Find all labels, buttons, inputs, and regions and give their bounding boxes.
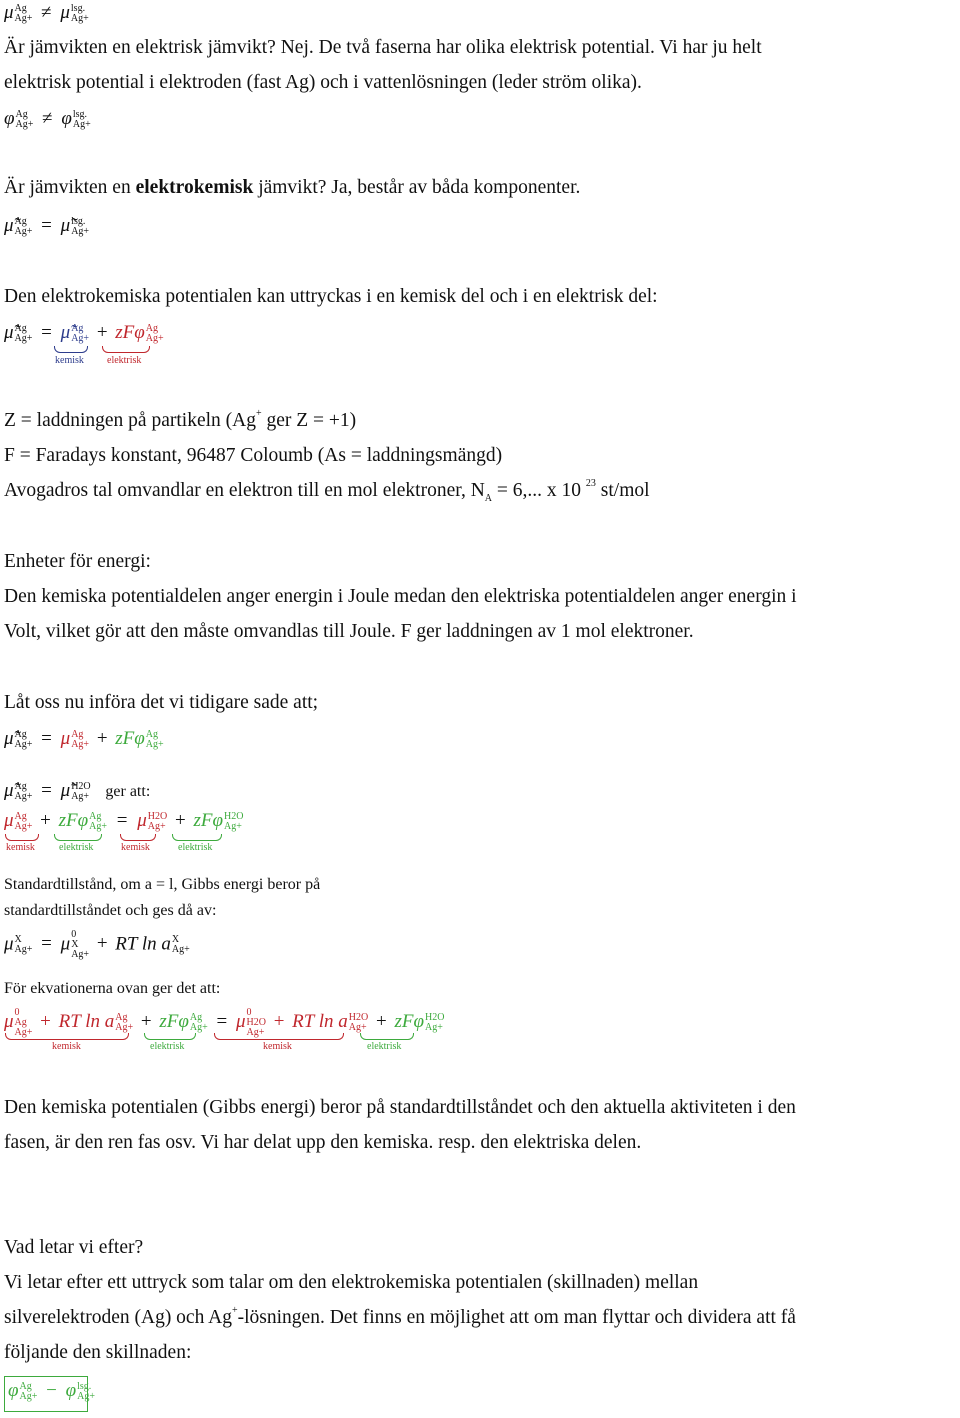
brace-kemisk-1 [54, 346, 88, 353]
text-p5: Z = laddningen på partikeln (Ag+ ger Z = +1) [4, 408, 357, 431]
eq-intro: μ̃ Ag Ag+ = μ Ag Ag+ + zFφ Ag Ag+ [4, 728, 164, 750]
brace-kemisk-3 [120, 834, 156, 841]
label-kemisk-1: kemisk [55, 355, 84, 366]
brace-elektrisk-3 [172, 834, 222, 841]
brace-kemisk-2 [5, 834, 39, 841]
brace-kemisk-5 [214, 1033, 344, 1040]
text-ekv: För ekvationerna ovan ger det att: [4, 980, 221, 997]
text-p12: Den kemiska potentialen (Gibbs energi) beror på standardtillståndet och den aktuella aktiviteten i den [4, 1097, 796, 1118]
eq-standard-state: μ X Ag+ = μ 0 X Ag+ + RT ln a X Ag+ [4, 929, 190, 960]
label-elektrisk-4: elektrisk [150, 1041, 185, 1052]
label-kemisk-5: kemisk [263, 1041, 292, 1052]
eq-decomposition: μ̃ Ag Ag+ = μ̃ Ag Ag+ + zFφ Ag Ag+ [4, 322, 164, 344]
label-kemisk-4: kemisk [52, 1041, 81, 1052]
text-p3: Är jämvikten en elektrokemisk jämvikt? Ja, består av båda komponenter. [4, 177, 581, 198]
brace-elektrisk-5 [360, 1033, 414, 1040]
text-p13: fasen, är den ren fas osv. Vi har delat upp den kemiska. resp. den elektriska delen. [4, 1132, 642, 1153]
text-p4: Den elektrokemiska potentialen kan uttryckas i en kemisk del och i en elektrisk del: [4, 286, 658, 307]
text-p16: silverelektroden (Ag) och Ag+-lösningen. Det finns en möjlighet att om man flyttar och dividera att få [4, 1305, 796, 1328]
label-elektrisk-5: elektrisk [367, 1041, 402, 1052]
text-std1: Standardtillstånd, om a = l, Gibbs energi beror på [4, 876, 321, 893]
brace-elektrisk-2 [54, 834, 102, 841]
text-p9: Den kemiska potentialdelen anger energin i Joule medan den elektriska potentialdelen anger energin i [4, 586, 797, 607]
text-p14: Vad letar vi efter? [4, 1237, 144, 1258]
label-kemisk-2: kemisk [6, 842, 35, 853]
text-p6: F = Faradays konstant, 96487 Coloumb (As = laddningsmängd) [4, 445, 503, 466]
text-p1: Är jämvikten en elektrisk jämvikt? Nej. De två faserna har olika elektrisk potential. Vi har ju helt [4, 37, 762, 58]
label-kemisk-3: kemisk [121, 842, 150, 853]
text-p8: Enheter för energi: [4, 551, 151, 572]
text-p7: Avogadros tal omvandlar en elektron till en mol elektroner, $N_A = 6$,... x 10 $^{23}$ st/mol [4, 478, 650, 504]
eq-mut-eq: μ̃ Ag Ag+ = μ̃ lsg. Ag+ [4, 215, 90, 237]
brace-kemisk-4 [5, 1033, 129, 1040]
text-p15: Vi letar efter ett uttryck som talar om den elektrokemiska potentialen (skillnaden) mellan [4, 1272, 699, 1293]
label-elektrisk-1: elektrisk [107, 355, 142, 366]
text-p11: Låt oss nu införa det vi tidigare sade att; [4, 692, 319, 713]
eq-mu-neq: μ Ag Ag+ ≠ μ lsg. Ag+ [4, 2, 89, 24]
brace-elektrisk-4 [144, 1033, 196, 1040]
eq-phi-neq: φ Ag Ag+ ≠ φ lsg. Ag+ [4, 108, 91, 130]
eq-expanded: μ Ag Ag+ + zFφ Ag Ag+ = μ H2O Ag+ + zFφ H2O Ag+ [4, 810, 244, 832]
text-p10: Volt, vilket gör att den måste omvandlas till Joule. F ger laddningen av 1 mol elektroner. [4, 621, 694, 642]
eq-final: μ 0 Ag Ag+ + RT ln a Ag Ag+ + zFφ Ag Ag+ = μ 0 H2O Ag+ + RT ln a H2O Ag+ + zFφ H2O Ag+ [4, 1007, 445, 1038]
eq-equilibrium: μ̃ Ag Ag+ = μ̃ H2O Ag+ ger att: [4, 780, 151, 802]
text-p2: elektrisk potential i elektroden (fast Ag) och i vattenlösningen (leder ström olika). [4, 72, 642, 93]
label-elektrisk-3: elektrisk [178, 842, 213, 853]
text-p17: följande den skillnaden: [4, 1342, 192, 1363]
label-elektrisk-2: elektrisk [59, 842, 94, 853]
eq-potential-difference: φ Ag Ag+ − φ lsg. Ag+ [8, 1380, 95, 1402]
brace-elektrisk-1 [102, 346, 150, 353]
text-std2: standardtillståndet och ges då av: [4, 902, 217, 919]
